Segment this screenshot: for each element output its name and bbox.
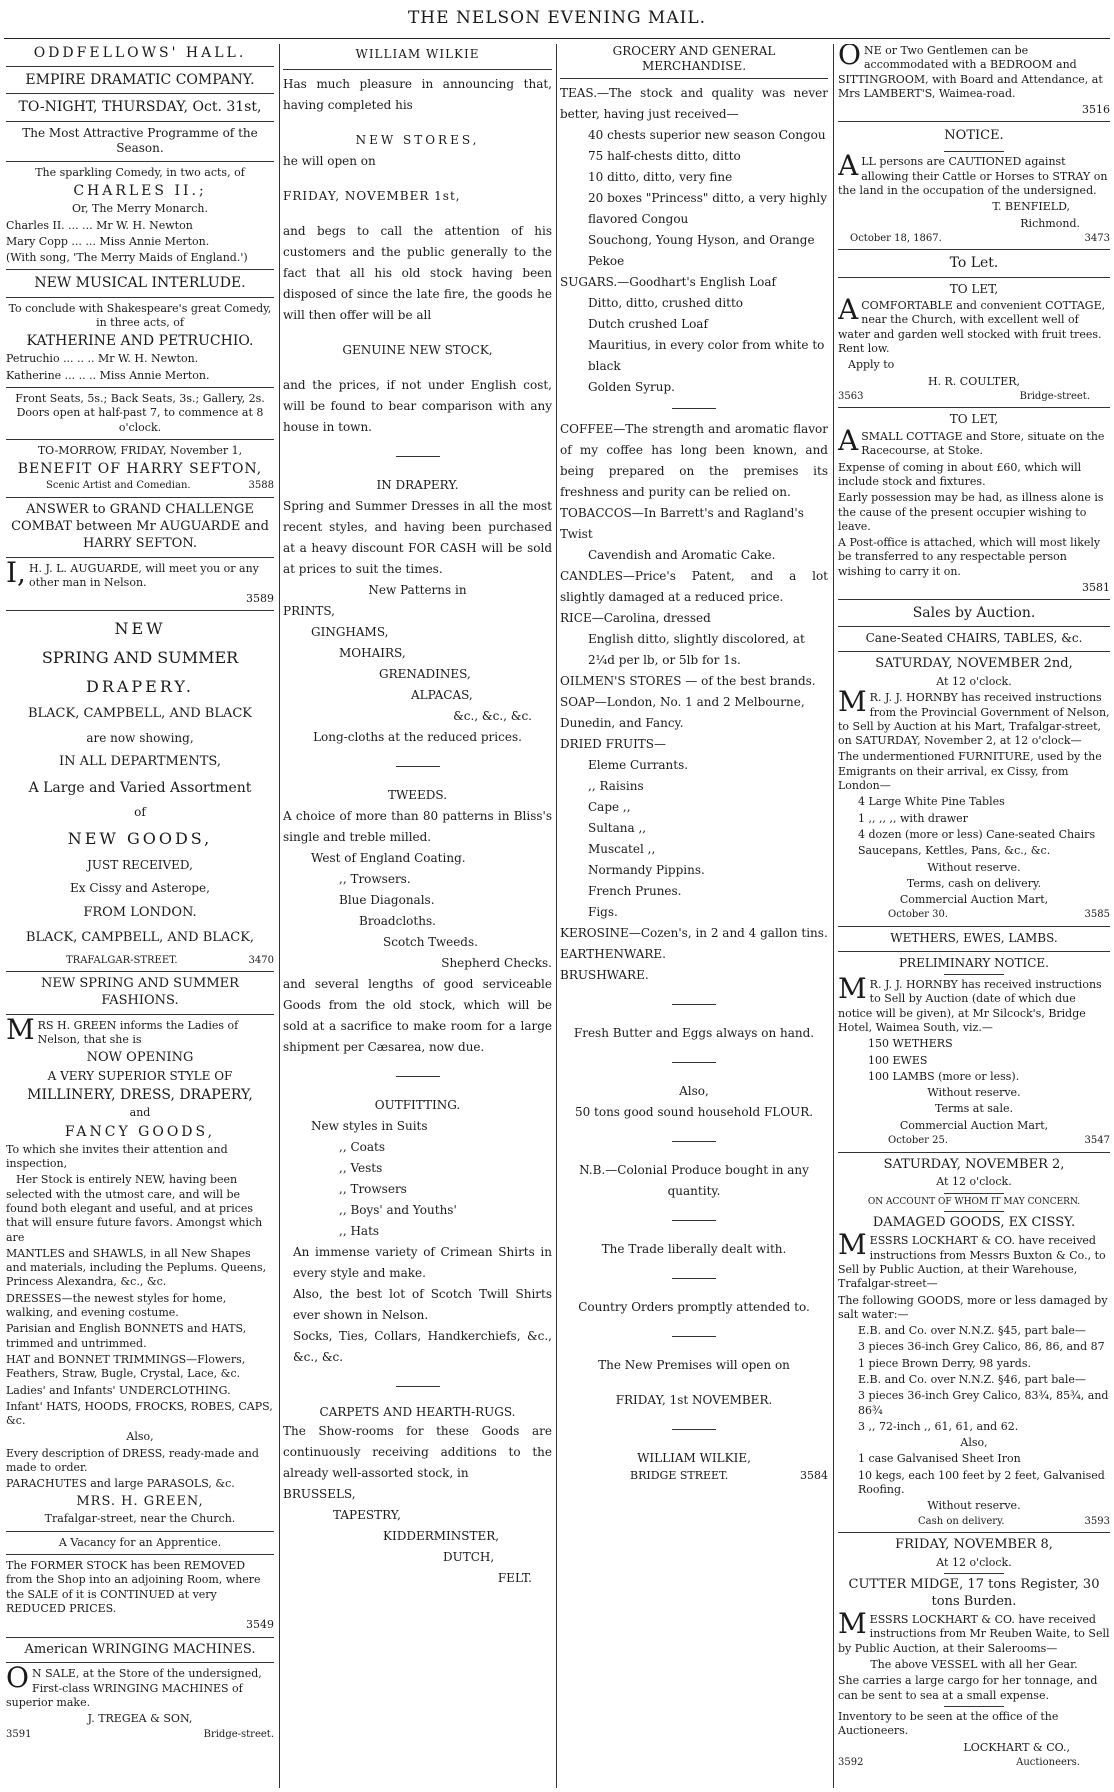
stock-item: ,, Vests xyxy=(339,1161,383,1175)
ad-text: Her Stock is entirely NEW, having been selected with the utmost care, and will be found both elegant and useful, and at prices that will ensure future favors. Amongst which are xyxy=(6,1173,263,1244)
ad-heading: FRIDAY, NOVEMBER 8, xyxy=(895,1537,1053,1553)
ad-number: 3592 xyxy=(838,1756,864,1768)
stock-item: &c., &c., &c. xyxy=(453,709,532,723)
ad-text: Bridge-street. xyxy=(1019,390,1090,402)
ad-text: The sparkling Comedy, in two acts, of xyxy=(35,165,245,179)
ad-text: T. BENFIELD, xyxy=(992,200,1070,214)
ad-heading: NEW xyxy=(114,619,166,639)
ad-text: MR. J. J. HORNBY has received instructions to Sell by Auction (date of which due notice will be given), at Mr Silcock's, Bridge Hotel, Waimea South, viz.— xyxy=(838,972,1102,1034)
ad-text: of xyxy=(134,805,146,820)
stock-item: ALPACAS, xyxy=(411,688,473,702)
ad-text: Ex Cissy and Asterope, xyxy=(70,881,210,896)
ad-text: I,H. J. L. AUGUARDE, will meet you or any other man in Nelson. xyxy=(6,555,259,589)
stock-item: TAPESTRY, xyxy=(333,1507,401,1522)
ad-heading: CUTTER MIDGE, 17 tons Register, 30 tons Burden. xyxy=(848,1577,1100,1610)
ad-heading: TO LET, xyxy=(949,281,999,296)
stock-item: Parisian and English BONNETS and HATS, trimmed and untrimmed. xyxy=(6,1322,247,1350)
ad-text: ON ACCOUNT OF WHOM IT MAY CONCERN. xyxy=(867,1196,1081,1207)
ad-heading: A Large and Varied Assortment xyxy=(28,780,252,797)
ad-text: Commercial Auction Mart, xyxy=(899,893,1049,907)
ad-text: To which she invites their attention and inspection, xyxy=(6,1142,228,1171)
column-4 xyxy=(838,44,1110,1769)
stock-item: Blue Diagonals. xyxy=(339,893,435,907)
stock-item: 3 pieces 36-inch Grey Calico, 83¾, 85¾, and 86¾ xyxy=(858,1389,1109,1417)
ad-text: TEAS.—The stock and quality was never better, having just received— xyxy=(560,86,828,121)
ad-text: MRS H. GREEN informs the Ladies of Nelson, that she is xyxy=(6,1013,239,1047)
ad-text: Front Seats, 5s.; Back Seats, 3s.; Gallery, 2s. Doors open at half-past 7, to commence at 8 o'clock. xyxy=(15,391,265,434)
cast-line: Petruchio ... .. .. Mr W. H. Newton. xyxy=(6,352,199,366)
stock-item: HAT and BONNET TRIMMINGS—Flowers, Feathers, Straw, Bugle, Crystal, Lace, &c. xyxy=(6,1352,246,1381)
stock-item: New styles in Suits xyxy=(311,1119,428,1133)
ad-text: October 30. xyxy=(888,909,949,921)
ad-text: To conclude with Shakespeare's great Comedy, in three acts, of xyxy=(8,301,272,329)
ad-text: Inventory to be seen at the office of the Auctioneers. xyxy=(838,1709,1059,1738)
ad-text: Also, xyxy=(126,1430,154,1444)
column-rule xyxy=(556,44,557,1788)
stock-item: ,, Coats xyxy=(339,1140,385,1154)
ad-text: H. R. COULTER, xyxy=(927,374,1021,388)
stock-item: 100 EWES xyxy=(868,1053,928,1067)
stock-item: Ladies' and Infants' UNDERCLOTHING. xyxy=(6,1383,231,1397)
ad-text: are now showing, xyxy=(86,730,194,745)
ad-text: Bridge-street. xyxy=(203,1728,274,1740)
cast-line: Katherine ... .. .. Miss Annie Merton. xyxy=(6,368,210,382)
ad-number: 3588 xyxy=(248,480,274,492)
stock-item: 4 dozen (more or less) Cane-seated Chairs xyxy=(858,827,1096,841)
column-rule xyxy=(279,44,280,1788)
ad-text: Long-cloths at the reduced prices. xyxy=(313,730,522,744)
ad-heading: MRS. H. GREEN, xyxy=(76,1493,204,1509)
section-heading: Sales by Auction. xyxy=(912,605,1036,622)
ad-text: FROM LONDON. xyxy=(83,904,197,920)
ad-text: ONE or Two Gentlemen can be accommodated with a BEDROOM and SITTINGROOM, with Board and Attendance, at Mrs LAMBERT'S, Waimea-road. xyxy=(838,44,1103,100)
drapery-ad xyxy=(6,619,274,967)
stock-item: SOAP—London, No. 1 and 2 Melbourne, Dunedin, and Fancy. xyxy=(560,695,805,730)
ad-text: Without reserve. xyxy=(927,1499,1021,1513)
ad-text: October 25. xyxy=(888,1135,949,1147)
stock-item: E.B. and Co. over N.N.Z. §45, part bale— xyxy=(858,1324,1086,1338)
ad-heading: DRAPERY. xyxy=(85,677,194,697)
ad-text: The following GOODS, more or less damaged by salt water:— xyxy=(838,1293,1108,1321)
ad-text: BLACK, CAMPBELL, AND BLACK xyxy=(27,705,252,721)
stock-item: 10 ditto, ditto, very fine xyxy=(588,170,733,184)
ad-text: BRIDGE STREET. xyxy=(630,1469,729,1482)
ad-text: An immense variety of Crimean Shirts in every style and make. xyxy=(293,1245,552,1280)
ad-text: The undermentioned FURNITURE, used by the Emigrants on their arrival, ex Cissy, from London— xyxy=(838,750,1102,793)
stock-item: E.B. and Co. over N.N.Z. §46, part bale— xyxy=(858,1373,1086,1386)
ad-text: Auctioneers. xyxy=(1016,1756,1080,1768)
ad-heading: TO-NIGHT, THURSDAY, Oct. 31st, xyxy=(18,99,262,116)
stock-item: Figs. xyxy=(588,905,618,919)
ad-text: A Vacancy for an Apprentice. xyxy=(58,1535,222,1549)
ad-number: 3563 xyxy=(838,390,864,402)
ad-text: ON SALE, at the Store of the undersigned, First-class WRINGING MACHINES of superior make. xyxy=(6,1661,262,1710)
stock-item: BRUSSELS, xyxy=(283,1486,356,1501)
ad-text: Every description of DRESS, ready-made and made to order. xyxy=(6,1446,259,1474)
ad-text: N.B.—Colonial Produce bought in any quantity. xyxy=(579,1163,809,1198)
stock-item: DRIED FRUITS— xyxy=(560,737,667,751)
ad-text: October 18, 1867. xyxy=(850,232,942,244)
ad-text: Also, xyxy=(960,1436,988,1450)
ad-text: Also, xyxy=(679,1084,709,1098)
ad-heading: Cane-Seated CHAIRS, TABLES, &c. xyxy=(865,631,1083,646)
stock-item: 3 ,, 72-inch ,, 61, 61, and 62. xyxy=(858,1419,1019,1433)
stock-item: Cavendish and Aromatic Cake. xyxy=(588,548,776,562)
ad-text: PARACHUTES and large PARASOLS, &c. xyxy=(6,1477,235,1491)
ad-text: The above VESSEL with all her Gear. xyxy=(870,1658,1078,1672)
stock-item: ,, Hats xyxy=(339,1224,380,1238)
stock-item: MOHAIRS, xyxy=(339,646,406,660)
ad-text: Expense of coming in about £60, which will include stock and fixtures. xyxy=(838,460,1082,488)
ad-heading: NEW SPRING AND SUMMER FASHIONS. xyxy=(41,976,239,1009)
stock-item: Ditto, ditto, crushed ditto xyxy=(588,296,744,310)
ad-text: 50 tons good sound household FLOUR. xyxy=(574,1105,814,1119)
section-heading: To Let. xyxy=(949,255,999,272)
ad-heading: NEW MUSICAL INTERLUDE. xyxy=(34,275,246,292)
stock-item: West of England Coating. xyxy=(311,851,466,865)
ad-number: 3584 xyxy=(800,1469,828,1482)
ad-text: IN ALL DEPARTMENTS, xyxy=(59,754,221,770)
stock-item: MANTLES and SHAWLS, in all New Shapes and materials, including the Peplums. Queens, Princess Alexandra, &c., &c. xyxy=(6,1246,267,1289)
ad-heading: NOTICE. xyxy=(944,128,1004,144)
stock-item: 40 chests superior new season Congou xyxy=(588,128,826,142)
stock-item: FELT. xyxy=(497,1570,532,1585)
ad-text: Without reserve. xyxy=(927,1086,1021,1100)
ad-text: (With song, 'The Merry Maids of England.') xyxy=(6,251,248,265)
green-fashions-ad xyxy=(6,976,274,1632)
stock-item: Normandy Pippins. xyxy=(588,863,705,877)
ad-text: and several lengths of good serviceable Goods from the old stock, which will be sold at a sacrifice to make room for a large shipment per Cæsarea, now due. xyxy=(283,977,552,1054)
stock-item: CANDLES—Price's Patent, and a lot slightly damaged at a reduced price. xyxy=(560,569,828,604)
cast-line: Charles II. ... ... Mr W. H. Newton xyxy=(6,218,193,232)
stock-item: GINGHAMS, xyxy=(311,625,389,639)
ad-heading: WILLIAM WILKIE, xyxy=(637,1451,751,1465)
ad-heading: OUTFITTING. xyxy=(374,1098,461,1112)
stock-item: PRINTS, xyxy=(283,604,335,618)
ad-text: New Patterns in xyxy=(368,583,467,597)
ad-text: A Post-office is attached, which will most likely be transferred to any respectable person wishing to carry it on. xyxy=(838,536,1101,578)
ad-number: 3547 xyxy=(1084,1135,1110,1147)
ad-heading: GROCERY AND GENERAL MERCHANDISE. xyxy=(612,44,776,73)
ad-text: At 12 o'clock. xyxy=(936,1175,1012,1189)
ad-heading: EMPIRE DRAMATIC COMPANY. xyxy=(25,72,255,89)
stock-item: Infant' HATS, HOODS, FROCKS, ROBES, CAPS, &c. xyxy=(6,1399,273,1428)
stock-item: 10 kegs, each 100 feet by 2 feet, Galvanised Roofing. xyxy=(858,1468,1105,1497)
stock-item: Eleme Currants. xyxy=(588,758,689,772)
ad-text: and begs to call the attention of his customers and the public generally to the fact that all his old stock having been disposed of since the late fire, the goods he will then offer will be all xyxy=(283,224,552,322)
ad-heading: FRIDAY, 1st NOVEMBER. xyxy=(615,1393,773,1407)
ad-heading: MILLINERY, DRESS, DRAPERY, xyxy=(27,1087,253,1104)
ad-text: TRAFALGAR-STREET. xyxy=(66,954,178,966)
ad-number: 3549 xyxy=(246,1618,274,1632)
stock-item: BRUSHWARE. xyxy=(560,968,649,982)
stock-item: Muscatel ,, xyxy=(588,842,656,856)
ad-number: 3581 xyxy=(1082,580,1110,594)
stock-item: Broadcloths. xyxy=(359,914,436,928)
ad-heading: CHARLES II.; xyxy=(73,183,207,200)
ad-heading: FANCY GOODS, xyxy=(64,1123,216,1140)
ad-text: and the prices, if not under English cost, will be found to bear comparison with any house in town. xyxy=(283,378,552,434)
ad-text: Spring and Summer Dresses in all the most recent styles, and having been purchased at a heavy discount FOR CASH will be sold at prices to suit the times. xyxy=(283,499,552,576)
ad-heading: SATURDAY, NOVEMBER 2nd, xyxy=(875,656,1073,672)
ad-heading: ANSWER to GRAND CHALLENGE COMBAT between Mr AUGUARDE and HARRY SEFTON. xyxy=(11,501,269,551)
ad-text: Richmond. xyxy=(1020,216,1080,230)
ad-number: 3585 xyxy=(1084,909,1110,921)
ad-text: Terms, cash on delivery. xyxy=(906,876,1042,890)
stock-item: 1 piece Brown Derry, 98 yards. xyxy=(858,1356,1031,1370)
ad-text: JUST RECEIVED, xyxy=(87,857,193,872)
ad-text: The New Premises will open on xyxy=(598,1358,790,1372)
stock-item: ,, Raisins xyxy=(588,779,644,793)
ad-text: Early possession may be had, as illness alone is the cause of the present occupier wishing to leave. xyxy=(838,491,1104,533)
ad-text: At 12 o'clock. xyxy=(936,1556,1012,1570)
stock-item: Cape ,, xyxy=(588,800,631,814)
challenge-ad xyxy=(6,502,274,607)
ad-text: The FORMER STOCK has been REMOVED from the Shop into an adjoining Room, where the SALE of it is CONTINUED at very REDUCED PRICES. xyxy=(6,1559,261,1615)
ad-text: Terms at sale. xyxy=(934,1102,1014,1116)
ad-number: 3516 xyxy=(1082,103,1110,117)
ad-text: Also, the best lot of Scotch Twill Shirts ever shown in Nelson. xyxy=(293,1287,552,1322)
ad-heading: BENEFIT OF HARRY SEFTON, xyxy=(17,461,263,478)
ad-heading: WETHERS, EWES, LAMBS. xyxy=(890,930,1058,945)
ad-text: MESSRS LOCKHART & CO. have received instructions from Messrs Buxton & Co., to Sell by Public Auction, at their Warehouse, Trafalgar-street— xyxy=(838,1228,1106,1291)
ad-heading: ODDFELLOWS' HALL. xyxy=(33,45,247,61)
stock-item: 1 case Galvanised Sheet Iron xyxy=(858,1452,1021,1466)
ad-text: Scenic Artist and Comedian. xyxy=(46,480,191,492)
ad-text: he will open on xyxy=(283,154,376,168)
ad-text: Or, The Merry Monarch. xyxy=(71,202,209,216)
ad-number: 3470 xyxy=(248,954,274,966)
stock-item: Sultana ,, xyxy=(588,821,647,835)
ad-text: LOCKHART & CO., xyxy=(963,1740,1070,1754)
ad-heading: FRIDAY, NOVEMBER 1st, xyxy=(283,189,461,203)
stock-item: OILMEN'S STORES — of the best brands. xyxy=(560,674,816,688)
ad-text: MESSRS LOCKHART & CO. have received instructions from Mr Reuben Waite, to Sell by Public Auction, at their Salerooms— xyxy=(838,1607,1110,1655)
ad-heading: GENUINE NEW STOCK, xyxy=(342,343,493,357)
stock-item: RICE—Carolina, dressed xyxy=(560,611,711,625)
ad-heading: PRELIMINARY NOTICE. xyxy=(898,955,1049,970)
ad-text: The Trade liberally dealt with. xyxy=(601,1242,787,1256)
ad-text: The Most Attractive Programme of the Season. xyxy=(22,125,258,156)
ad-heading: KATHERINE AND PETRUCHIO. xyxy=(26,333,254,350)
stock-item: Souchong, Young Hyson, and Orange Pekoe xyxy=(588,233,815,268)
stock-item: Mauritius, in every color from white to black xyxy=(588,338,825,373)
stock-item: DRESSES—the newest styles for home, walking, and evening costume. xyxy=(6,1291,227,1320)
stock-item: 150 WETHERS xyxy=(868,1037,953,1051)
ad-text: The Show-rooms for these Goods are continuously receiving additions to the already well-assorted stock, in xyxy=(283,1423,552,1480)
ad-text: Without reserve. xyxy=(927,860,1021,874)
stock-item: Shepherd Checks. xyxy=(441,956,552,970)
ad-heading: BLACK, CAMPBELL, AND BLACK, xyxy=(25,929,255,945)
ad-text: COFFEE—The strength and aromatic flavor of my coffee has long been known, and being prepared on the premises its freshness and purity can be relied on. xyxy=(560,422,828,499)
stock-item: KIDDERMINSTER, xyxy=(383,1528,500,1543)
ad-text: A VERY SUPERIOR STYLE OF xyxy=(47,1068,233,1083)
stock-item: KEROSINE—Cozen's, in 2 and 4 gallon tins. xyxy=(560,926,828,940)
ad-heading: NEW GOODS, xyxy=(67,828,213,848)
stock-item: TOBACCOS—In Barrett's and Ragland's Twist xyxy=(560,506,804,541)
ad-text: Has much pleasure in announcing that, having completed his xyxy=(283,77,552,112)
oddfellows-ad xyxy=(6,44,274,493)
ad-heading: NOW OPENING xyxy=(86,1049,194,1065)
ad-text: She carries a large cargo for her tonnage, and can be sent to sea at a small expense. xyxy=(838,1674,1098,1702)
ad-heading: IN DRAPERY. xyxy=(376,478,459,492)
stock-item: Golden Syrup. xyxy=(588,380,675,394)
stock-item: Scotch Tweeds. xyxy=(383,935,478,949)
ad-text: MR. J. J. HORNBY has received instructions from the Provincial Government of Nelson, to Sell by Auction at his Mart, Trafalgar-street, on SATURDAY, November 2, at 12 o'clock— xyxy=(838,685,1110,748)
ad-text: A choice of more than 80 patterns in Bliss's single and treble milled. xyxy=(283,809,552,844)
stock-item: GRENADINES, xyxy=(379,667,471,681)
cast-line: Mary Copp ... ... Miss Annie Merton. xyxy=(6,234,210,248)
stock-item: 75 half-chests ditto, ditto xyxy=(588,149,741,163)
ad-heading: SPRING AND SUMMER xyxy=(41,648,239,668)
stock-item: ,, Trowsers xyxy=(339,1182,407,1196)
ad-heading: WILLIAM WILKIE xyxy=(355,47,480,61)
ad-heading: SATURDAY, NOVEMBER 2, xyxy=(883,1156,1065,1172)
ad-heading: CARPETS AND HEARTH-RUGS. xyxy=(319,1405,516,1419)
ad-text: Country Orders promptly attended to. xyxy=(578,1300,810,1314)
stock-item: 100 LAMBS (more or less). xyxy=(868,1069,1020,1083)
ad-number: 3473 xyxy=(1084,232,1110,244)
stock-item: French Prunes. xyxy=(588,884,682,898)
ad-text: Fresh Butter and Eggs always on hand. xyxy=(573,1026,815,1040)
stock-item: EARTHENWARE. xyxy=(560,947,666,961)
stock-item: ,, Boys' and Youths' xyxy=(339,1203,457,1217)
wringing-machines-ad xyxy=(6,1642,274,1742)
masthead-rule xyxy=(4,38,1110,39)
ad-number: 3589 xyxy=(246,592,274,606)
column-3 xyxy=(560,44,828,1483)
ad-text: ASMALL COTTAGE and Store, situate on the Racecourse, at Stoke. xyxy=(838,424,1105,458)
stock-item: DUTCH, xyxy=(443,1549,495,1564)
ad-text: TO-MORROW, FRIDAY, November 1, xyxy=(37,443,243,457)
stock-item: Saucepans, Kettles, Pans, &c., &c. xyxy=(858,844,1051,858)
column-rule xyxy=(833,44,834,1788)
stock-item: SUGARS.—Goodhart's English Loaf xyxy=(560,275,776,289)
stock-item: 4 Large White Pine Tables xyxy=(858,795,1005,809)
ad-text: ALL persons are CAUTIONED against allowing their Cattle or Horses to STRAY on the land in the occupation of the undersigned. xyxy=(838,149,1108,197)
ad-heading: DAMAGED GOODS, EX CISSY. xyxy=(872,1215,1076,1231)
ad-heading: TO LET, xyxy=(949,412,999,427)
ad-text: Trafalgar-street, near the Church. xyxy=(44,1512,236,1526)
ad-text: Cash on delivery. xyxy=(918,1515,1005,1527)
ad-text: At 12 o'clock. xyxy=(936,674,1012,688)
stock-item: 3 pieces 36-inch Grey Calico, 86, 86, and 87 xyxy=(858,1340,1105,1354)
ad-text: Socks, Ties, Collars, Handkerchiefs, &c., &c., &c. xyxy=(293,1329,552,1364)
masthead: THE NELSON EVENING MAIL. xyxy=(407,8,707,28)
ad-text: ACOMFORTABLE and convenient COTTAGE, near the Church, with excellent well of water and garden well stocked with fruit trees. Rent low. xyxy=(838,293,1106,356)
stock-item: ,, Trowsers. xyxy=(339,872,411,886)
ad-heading: American WRINGING MACHINES. xyxy=(24,1641,256,1657)
stock-item: 1 ,, ,, ,, with drawer xyxy=(858,811,968,825)
ad-text: and xyxy=(129,1106,151,1120)
ad-number: 3591 xyxy=(6,1728,32,1740)
ad-text: Apply to xyxy=(848,358,895,372)
ad-heading: TWEEDS. xyxy=(387,788,448,802)
stock-item: 20 boxes "Princess" ditto, a very highly flavored Congou xyxy=(588,191,827,226)
ad-text: Commercial Auction Mart, xyxy=(899,1118,1049,1132)
ad-number: 3593 xyxy=(1084,1515,1110,1527)
stock-item: Dutch crushed Loaf xyxy=(588,317,708,331)
stock-item: English ditto, slightly discolored, at 2¼d per lb, or 5lb for 1s. xyxy=(588,632,805,667)
column-2 xyxy=(283,44,552,1589)
column-1 xyxy=(6,44,274,1741)
ad-text: J. TREGEA & SON, xyxy=(87,1712,193,1726)
ad-heading: NEW STORES, xyxy=(355,133,480,147)
